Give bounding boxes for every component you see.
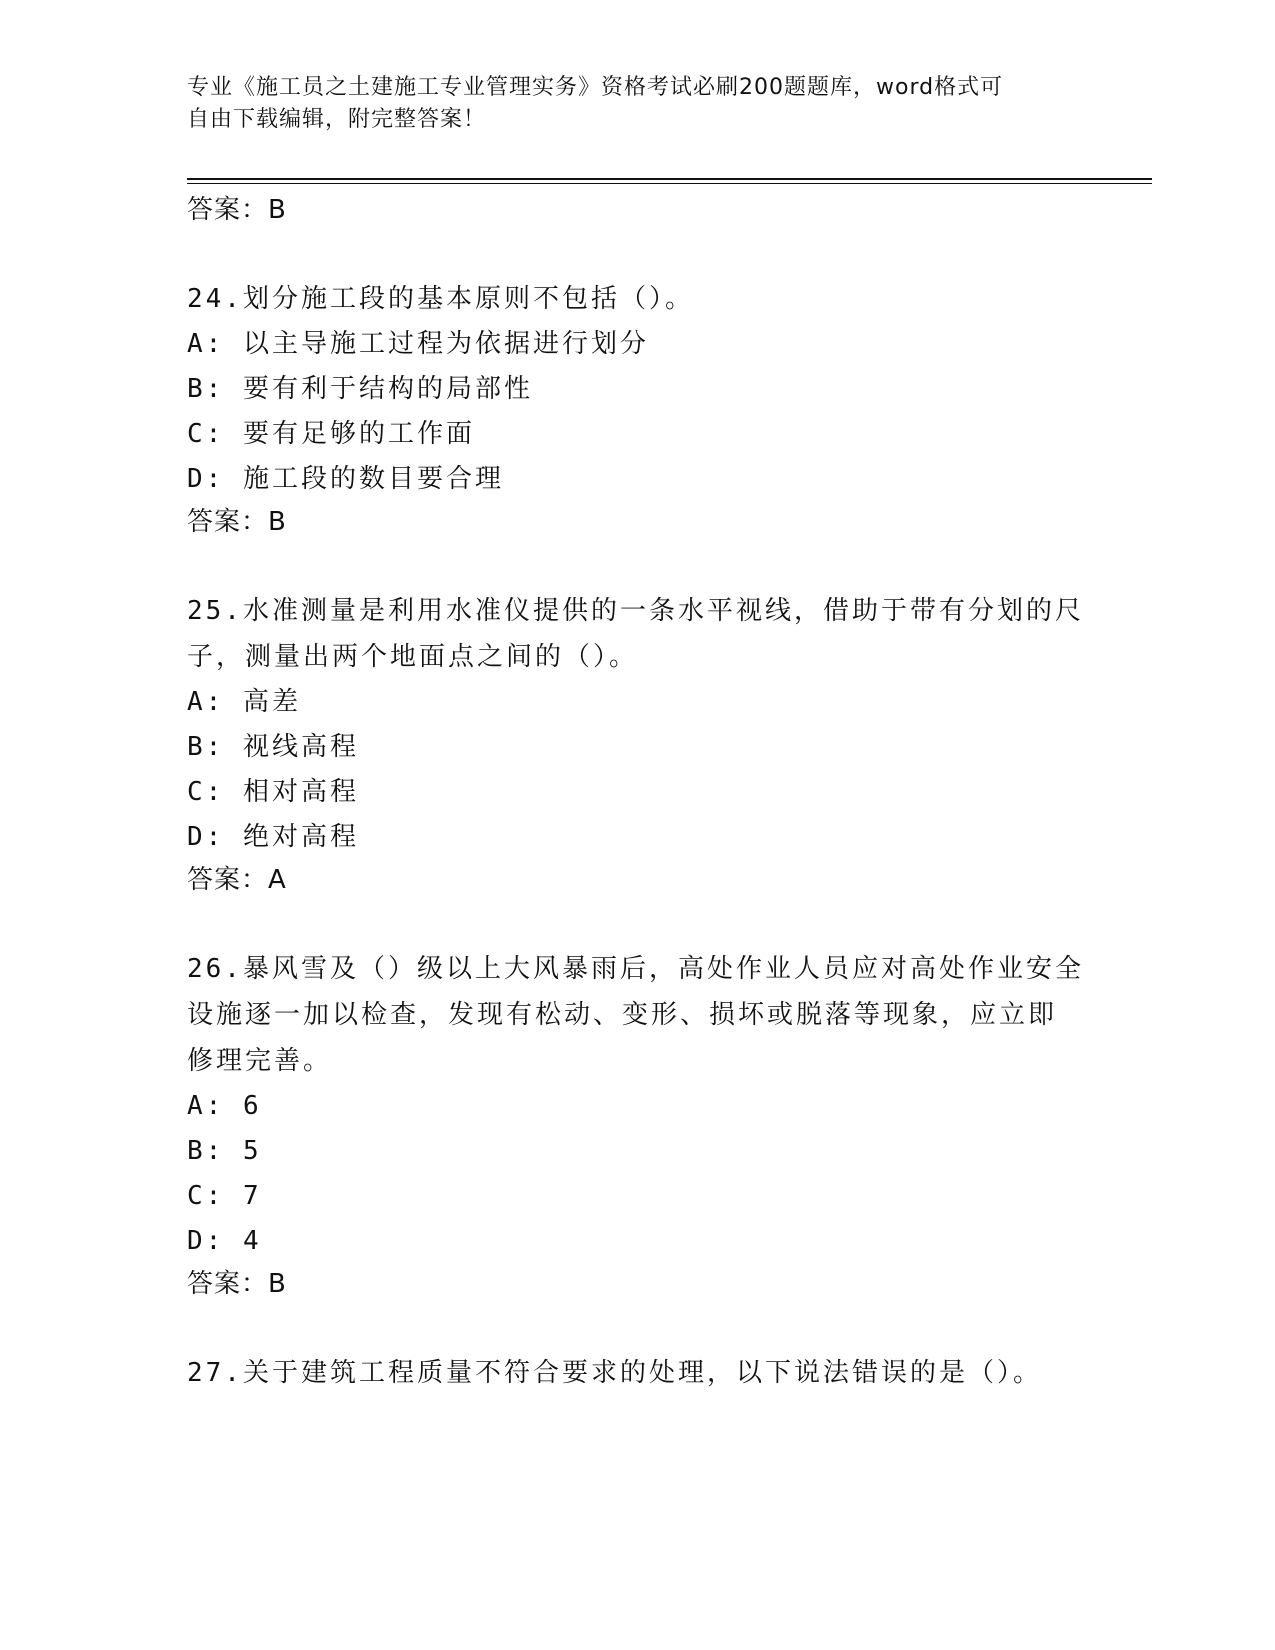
question-stem: 27.关于建筑工程质量不符合要求的处理，以下说法错误的是（）。 — [187, 1358, 1042, 1388]
answer: 答案：B — [187, 1269, 287, 1299]
document-body — [187, 190, 1087, 1396]
question-25 — [187, 588, 1087, 900]
question-stem-line: 修理完善。 — [187, 1046, 333, 1076]
question-27 — [187, 1350, 1087, 1396]
question-26 — [187, 946, 1087, 1304]
option-a: A: 以主导施工过程为依据进行划分 — [187, 329, 649, 359]
option-d: D: 绝对高程 — [187, 822, 359, 852]
option-c: C: 7 — [187, 1181, 262, 1211]
header-line-2: 自由下载编辑，附完整答案！ — [187, 107, 487, 132]
question-24 — [187, 276, 1087, 542]
option-c: C: 相对高程 — [187, 777, 359, 807]
question-stem: 24.划分施工段的基本原则不包括（）。 — [187, 284, 694, 314]
header-line-1: 专业《施工员之土建施工专业管理实务》资格考试必刷200题题库，word格式可 — [187, 75, 1004, 100]
option-d: D: 施工段的数目要合理 — [187, 464, 504, 494]
header-divider-thin — [187, 183, 1152, 184]
header-divider-thick — [187, 178, 1152, 180]
option-c: C: 要有足够的工作面 — [187, 419, 475, 449]
option-a: A: 6 — [187, 1091, 262, 1121]
question-stem-line: 设施逐一加以检查，发现有松动、变形、损坏或脱落等现象，应立即 — [187, 1000, 1058, 1030]
answer: 答案：B — [187, 507, 287, 537]
option-a: A: 高差 — [187, 687, 301, 717]
previous-answer: 答案：B — [187, 195, 287, 225]
option-d: D: 4 — [187, 1226, 262, 1256]
option-b: B: 视线高程 — [187, 732, 359, 762]
answer: 答案：A — [187, 865, 287, 895]
question-stem-line: 25.水准测量是利用水准仪提供的一条水平视线，借助于带有分划的尺 — [187, 596, 1084, 626]
document-header — [187, 72, 1067, 136]
question-stem-line: 子，测量出两个地面点之间的（）。 — [187, 642, 639, 672]
option-b: B: 要有利于结构的局部性 — [187, 374, 533, 404]
question-stem-line: 26.暴风雪及（）级以上大风暴雨后，高处作业人员应对高处作业安全 — [187, 954, 1084, 984]
option-b: B: 5 — [187, 1136, 262, 1166]
